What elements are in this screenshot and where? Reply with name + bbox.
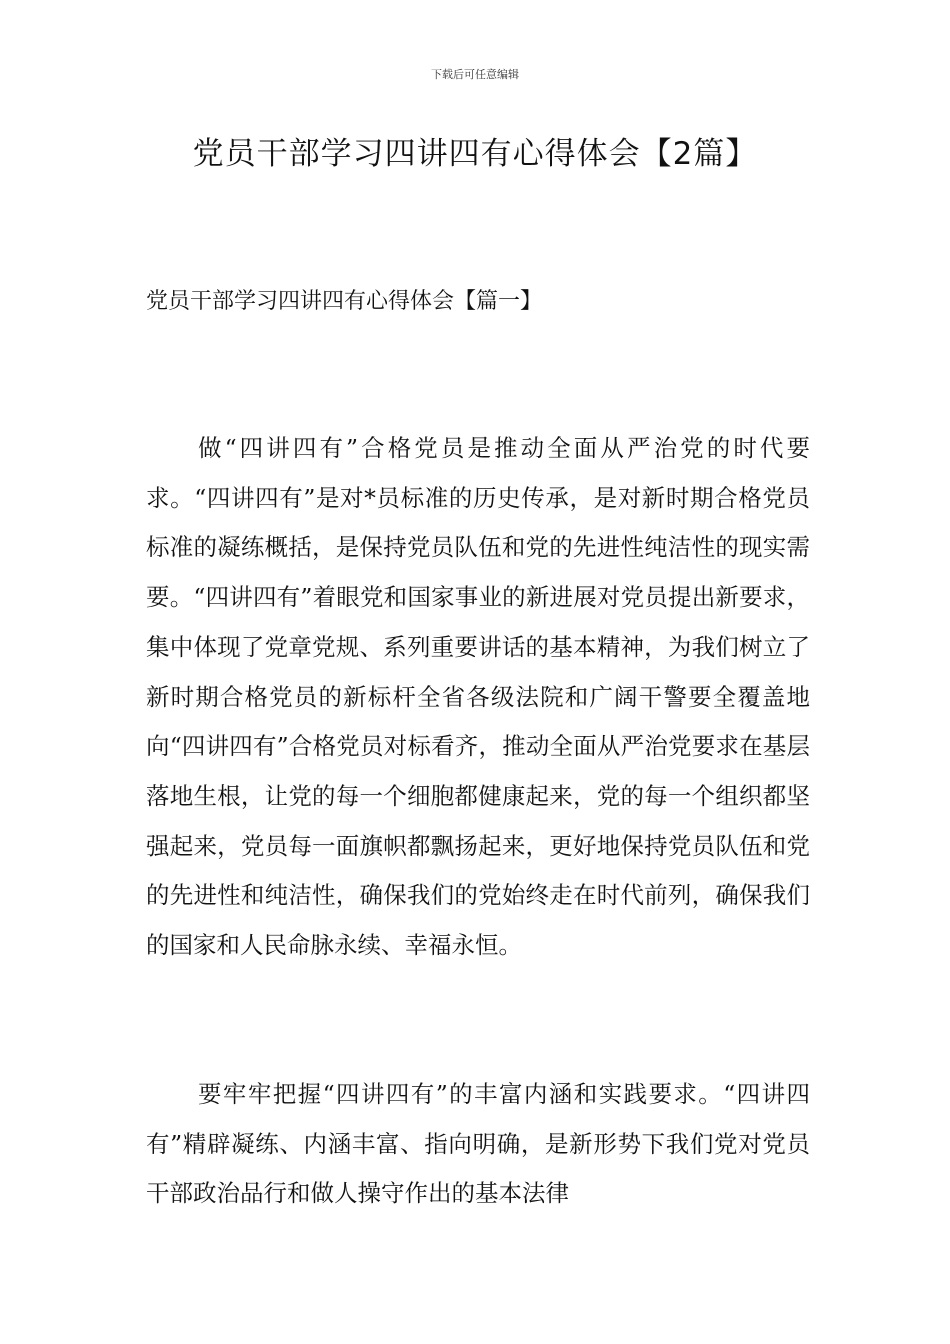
header-note: 下载后可任意编辑 [431, 68, 519, 81]
body-paragraph-2: 要牢牢把握“四讲四有”的丰富内涵和实践要求。“四讲四有”精辟凝练、内涵丰富、指向明确，是新形势下我们党对党员干部政治品行和做人操守作出的基本法律 [146, 1080, 810, 1208]
section-heading: 党员干部学习四讲四有心得体会【篇一】 [146, 289, 543, 314]
document-title: 党员干部学习四讲四有心得体会【2篇】 [192, 136, 758, 172]
body-paragraph-1: 做“四讲四有”合格党员是推动全面从严治党的时代要求。“四讲四有”是对*员标准的历史传承，是对新时期合格党员标准的凝练概括，是保持党员队伍和党的先进性纯洁性的现实需要。“四讲四有”着眼党和国家事业的新进展对党员提出新要求，集中体现了党章党规、系列重要讲话的基本精神，为我们树立了新时期合格党员的新标杆全省各级法院和广阔干警要全覆盖地向“四讲四有”合格党员对标看齐，推动全面从严治党要求在基层落地生根，让党的每一个细胞都健康起来，党的每一个组织都坚强起来，党员每一面旗帜都飘扬起来，更好地保持党员队伍和党的先进性和纯洁性，确保我们的党始终走在时代前列，确保我们的国家和人民命脉永续、幸福永恒。 [146, 434, 810, 960]
